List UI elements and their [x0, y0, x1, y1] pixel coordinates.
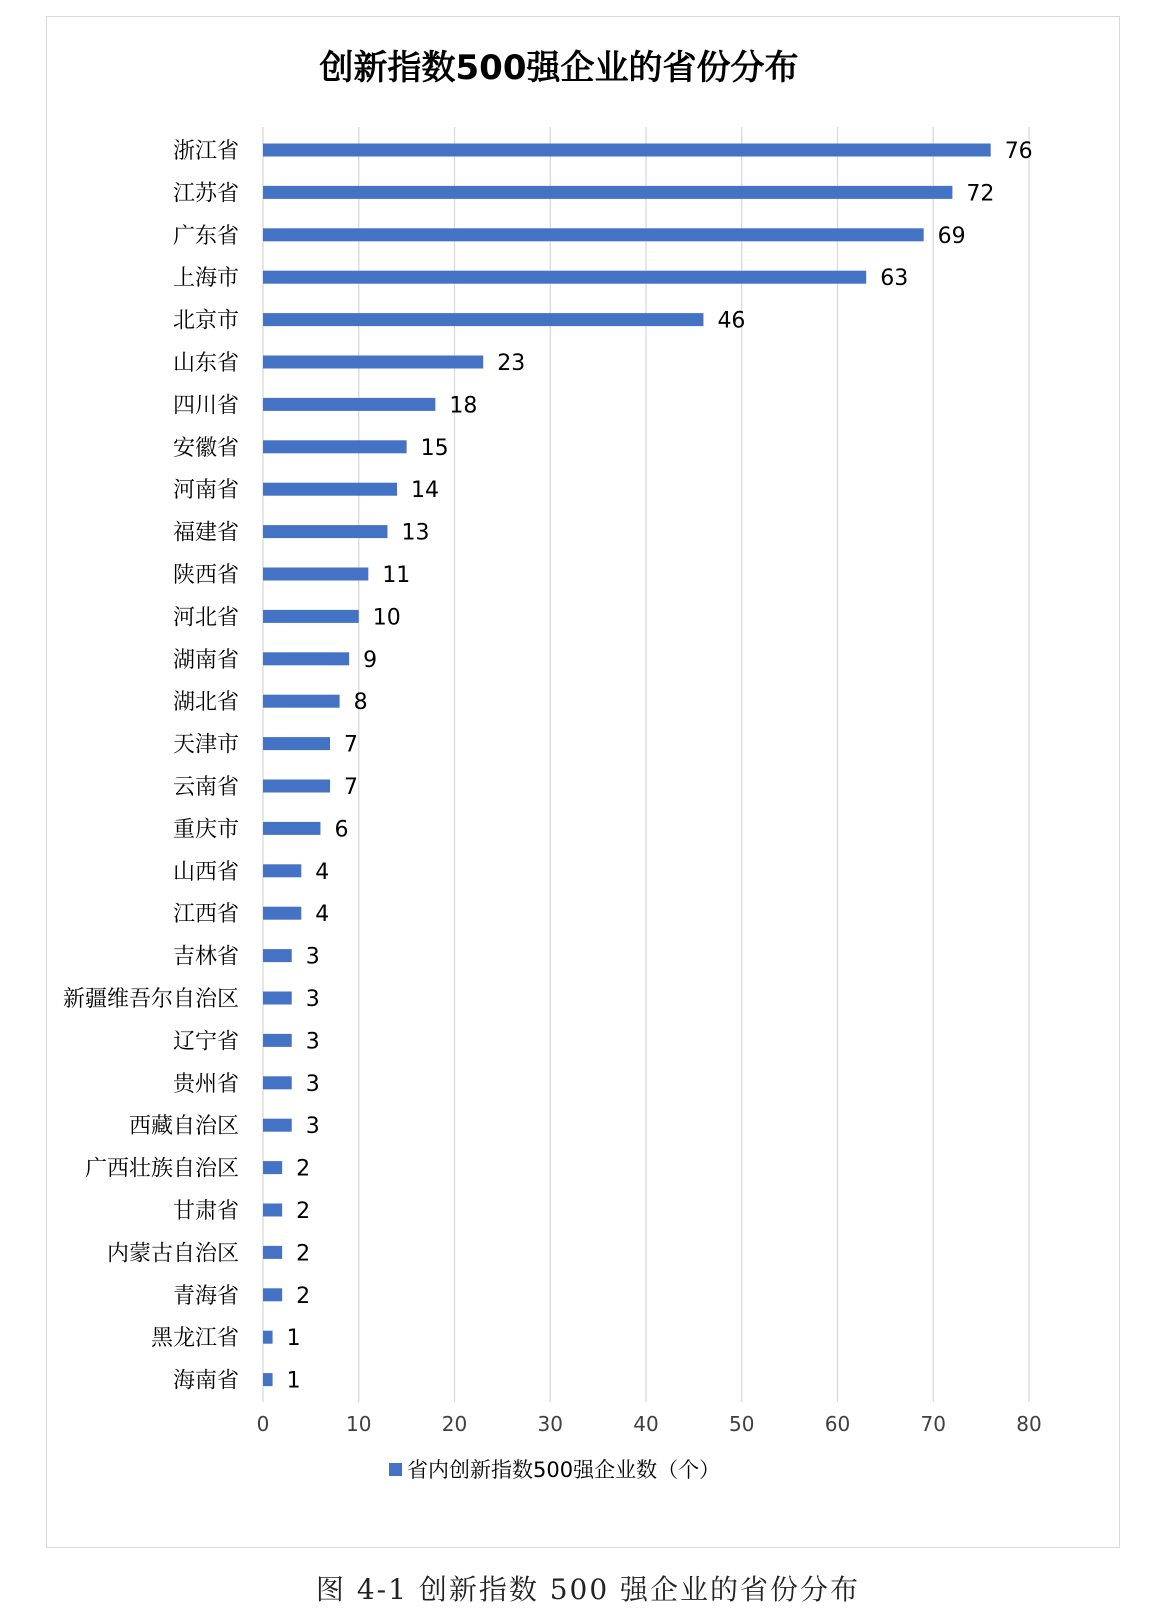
bar: [263, 144, 991, 157]
category-label: 海南省: [172, 1368, 239, 1394]
category-label: 西藏自治区: [128, 1114, 239, 1140]
bar: [263, 907, 301, 920]
bars: [263, 144, 991, 1387]
category-label: 青海省: [172, 1283, 239, 1309]
bar: [263, 1288, 282, 1301]
data-label: 2: [296, 1199, 311, 1224]
bar: [263, 822, 320, 835]
data-label: 6: [334, 817, 349, 843]
data-label: 3: [305, 1114, 320, 1140]
bar: [263, 1161, 282, 1174]
data-label: 3: [305, 1071, 320, 1097]
data-label: 8: [353, 690, 368, 716]
bar: [263, 1076, 292, 1089]
category-label: 浙江省: [172, 139, 239, 164]
category-label: 广东省: [172, 223, 239, 249]
bar: [263, 1331, 273, 1344]
category-label: 山东省: [172, 351, 239, 376]
legend-swatch: [389, 1463, 402, 1476]
category-label: 重庆市: [172, 817, 239, 843]
data-label: 14: [411, 478, 440, 504]
category-label: 江西省: [172, 902, 239, 928]
bar: [263, 525, 387, 538]
category-label: 内蒙古自治区: [106, 1241, 239, 1267]
data-label: 23: [497, 351, 526, 376]
category-label: 上海市: [172, 266, 239, 292]
data-label: 18: [449, 393, 478, 419]
legend: [389, 1458, 720, 1482]
bar-chart: [47, 17, 1121, 1549]
category-label: 河南省: [172, 478, 239, 504]
data-label: 7: [344, 775, 359, 800]
category-label: 黑龙江省: [150, 1326, 239, 1352]
data-label: 3: [305, 944, 320, 970]
category-labels: [63, 139, 239, 1394]
data-label: 3: [305, 1029, 320, 1055]
data-label: 2: [296, 1241, 311, 1267]
category-label: 湖北省: [172, 690, 239, 716]
data-label: 69: [937, 223, 966, 249]
bar: [263, 398, 435, 411]
category-label: 广西壮族自治区: [84, 1156, 239, 1182]
data-label: 15: [420, 435, 449, 461]
bar: [263, 1034, 292, 1047]
data-label: 4: [315, 902, 330, 928]
data-label: 13: [401, 520, 430, 546]
data-label: 1: [286, 1326, 301, 1352]
x-tick-label: 20: [441, 1412, 468, 1436]
category-label: 北京市: [172, 308, 239, 334]
bar: [263, 1373, 273, 1386]
data-label: 1: [286, 1368, 301, 1394]
bar: [263, 780, 330, 793]
chart-title: 创新指数500强企业的省份分布: [319, 48, 799, 88]
category-label: 安徽省: [172, 435, 239, 461]
category-label: 四川省: [172, 393, 239, 419]
category-label: 云南省: [172, 775, 239, 800]
bar: [263, 1204, 282, 1217]
category-label: 新疆维吾尔自治区: [62, 987, 239, 1012]
category-label: 福建省: [172, 520, 239, 546]
data-label: 72: [966, 181, 995, 207]
x-tick-label: 30: [537, 1412, 563, 1436]
data-label: 2: [296, 1156, 311, 1182]
chart-frame: [46, 16, 1120, 1548]
category-label: 甘肃省: [172, 1199, 239, 1224]
category-label: 天津市: [172, 732, 239, 758]
data-label: 46: [717, 308, 746, 334]
bar: [263, 652, 349, 665]
bar: [263, 440, 407, 453]
data-label: 4: [315, 859, 330, 885]
data-label: 11: [382, 563, 411, 588]
category-label: 辽宁省: [172, 1029, 239, 1055]
x-tick-label: 40: [633, 1412, 659, 1436]
bar: [263, 992, 292, 1005]
category-label: 河北省: [172, 605, 239, 631]
bar: [263, 356, 483, 369]
bar: [263, 228, 924, 241]
category-label: 江苏省: [172, 181, 239, 207]
data-label: 9: [363, 647, 378, 673]
category-label: 贵州省: [172, 1071, 239, 1097]
bar: [263, 568, 368, 581]
x-tick-label: 0: [256, 1412, 270, 1436]
bar: [263, 864, 301, 877]
x-tick-label: 80: [1016, 1412, 1042, 1436]
bar: [263, 695, 340, 708]
figure-caption: 图 4-1 创新指数 500 强企业的省份分布: [315, 1573, 861, 1606]
data-label: 76: [1004, 139, 1033, 164]
bar: [263, 271, 866, 284]
x-tick-label: 10: [346, 1412, 372, 1436]
data-label: 7: [344, 732, 359, 758]
data-label: 10: [372, 605, 401, 631]
x-tick-label: 70: [920, 1412, 946, 1436]
bar: [263, 1119, 292, 1132]
category-label: 山西省: [172, 859, 239, 885]
bar: [263, 737, 330, 750]
category-label: 湖南省: [172, 647, 239, 673]
x-tick-label: 50: [729, 1412, 755, 1436]
data-labels: [287, 139, 1033, 1394]
bar: [263, 186, 952, 199]
x-tick-label: 60: [824, 1412, 851, 1436]
data-label: 3: [305, 987, 320, 1012]
bar: [263, 313, 703, 326]
data-label: 63: [880, 266, 909, 292]
legend-label: 省内创新指数500强企业数（个）: [407, 1458, 721, 1482]
x-axis-ticks: [257, 1412, 1042, 1436]
category-label: 陕西省: [172, 563, 239, 588]
bar: [263, 1246, 282, 1259]
bar: [263, 483, 397, 496]
bar: [263, 949, 292, 962]
data-label: 2: [296, 1283, 311, 1309]
category-label: 吉林省: [172, 944, 239, 970]
bar: [263, 610, 359, 623]
